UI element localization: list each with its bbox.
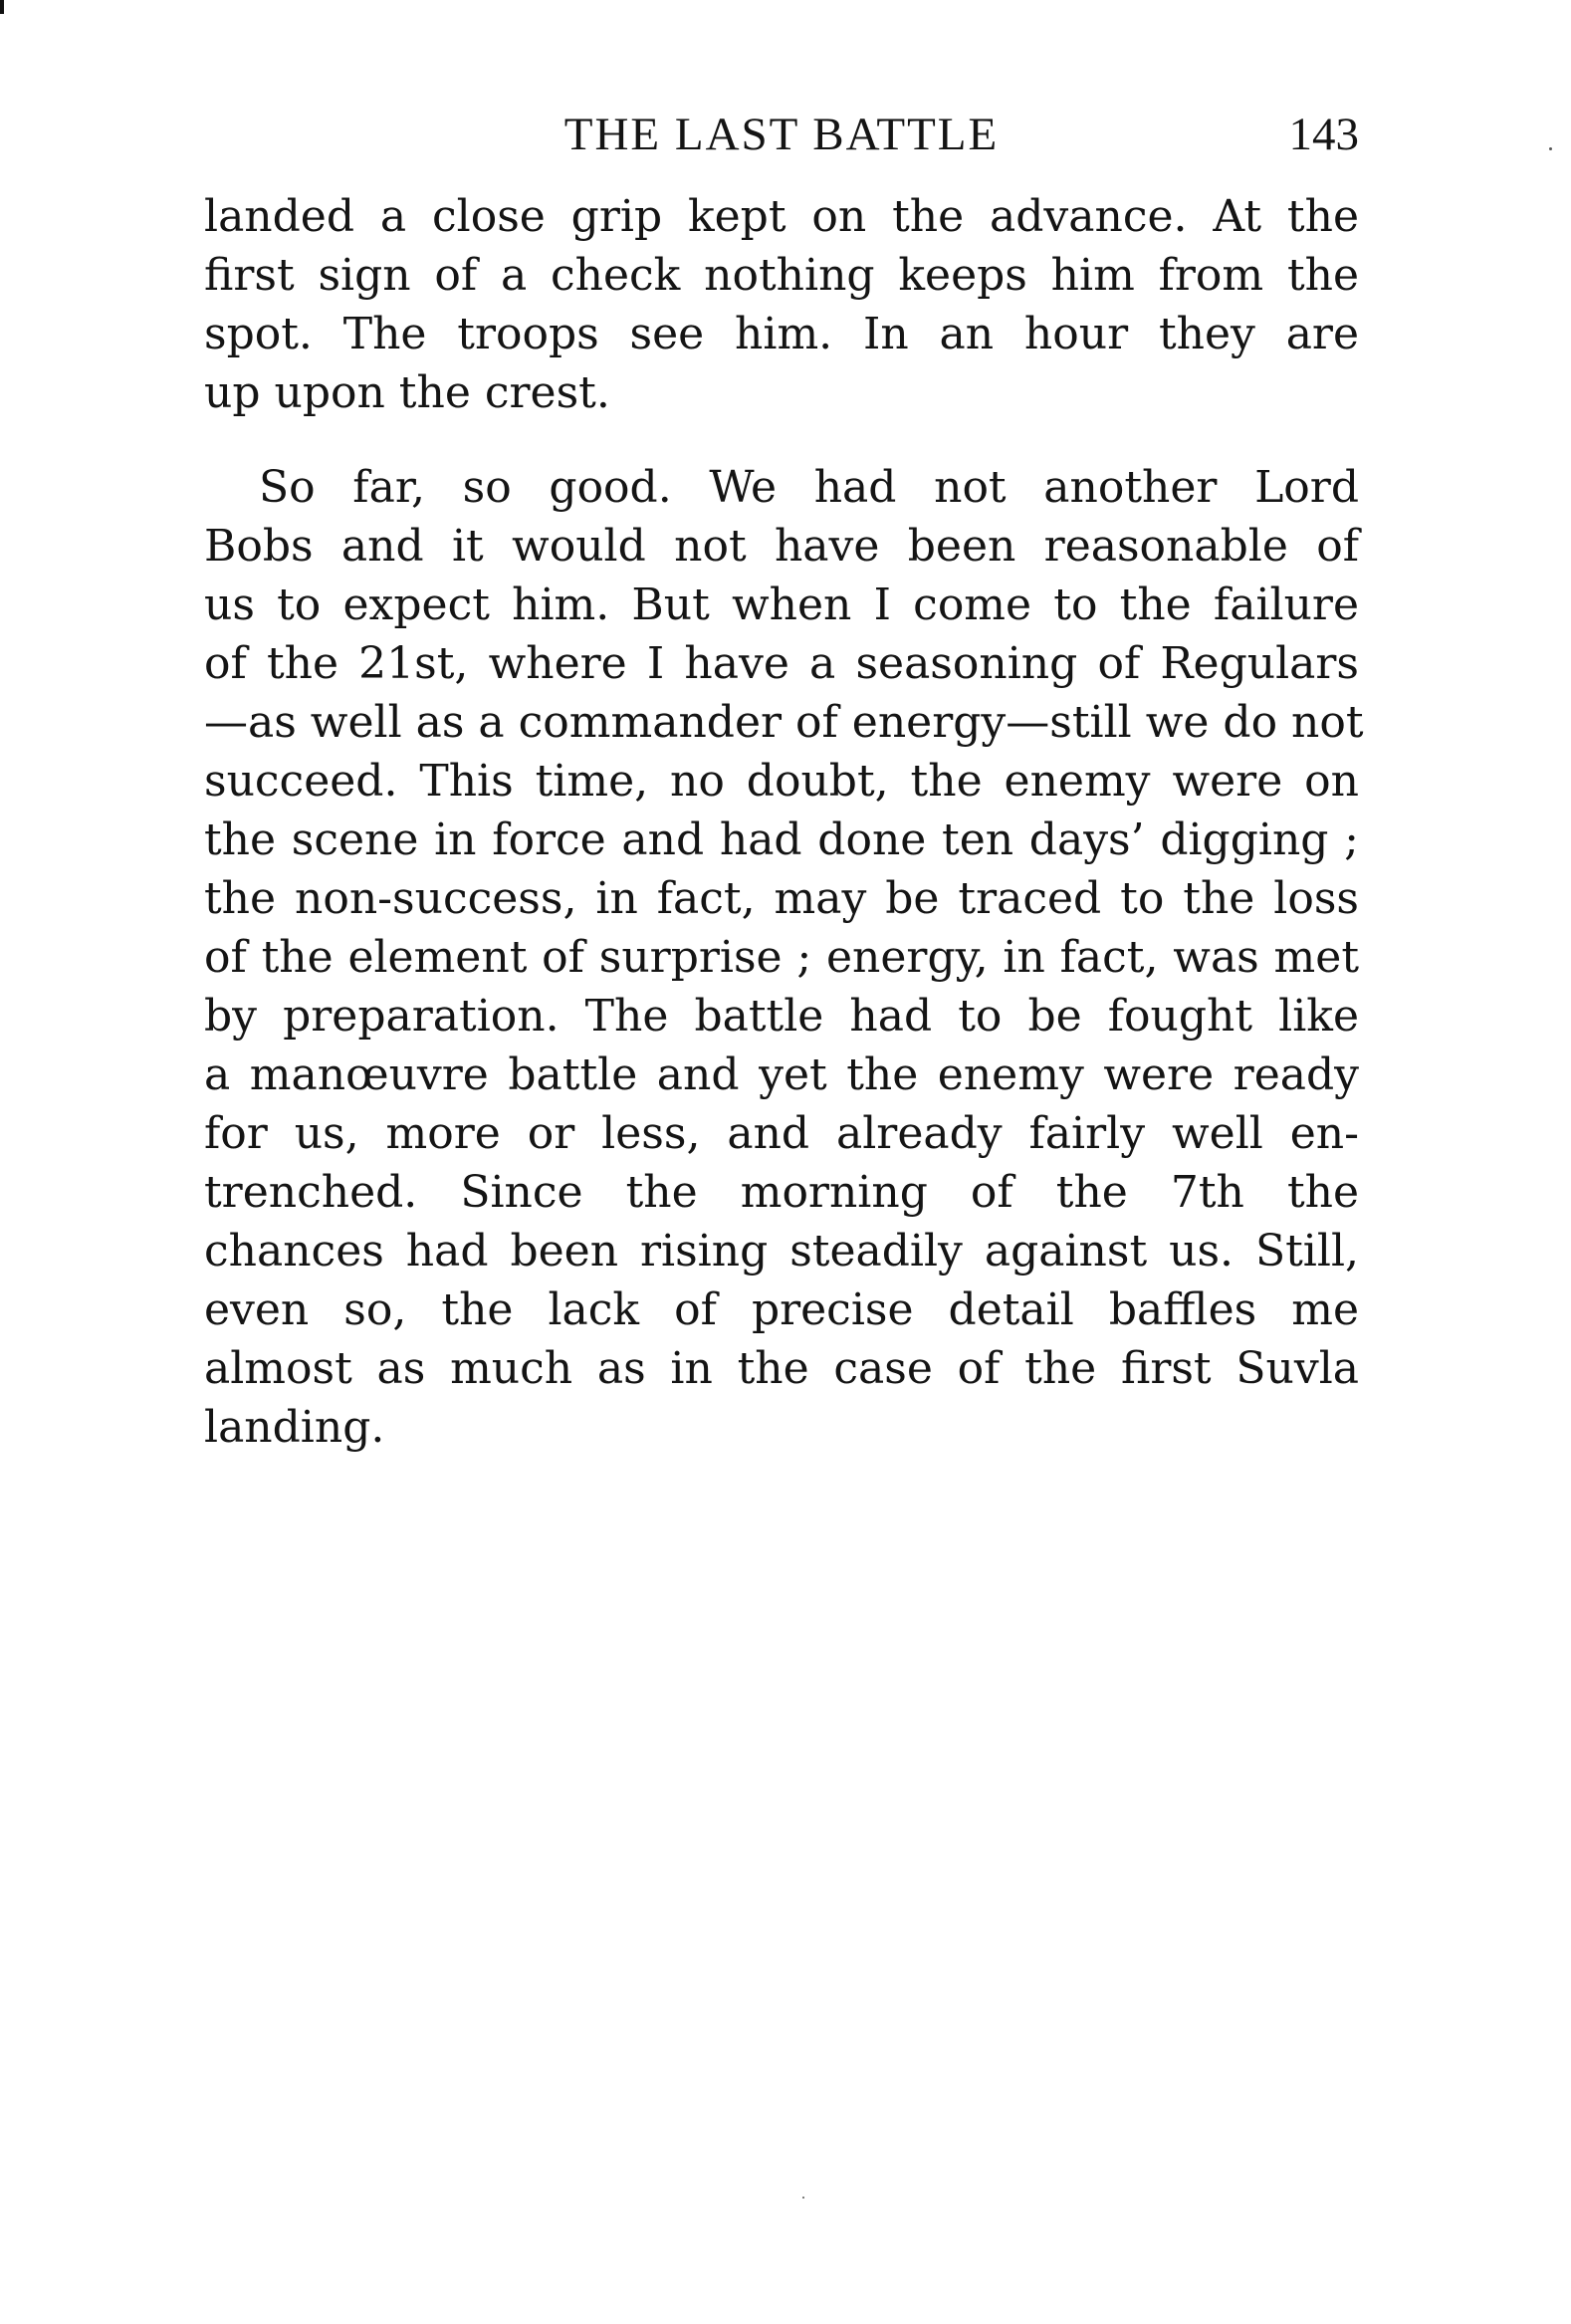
paper-speck (802, 2197, 804, 2199)
text-line: by preparation. The battle had to be fought like (204, 991, 1359, 1042)
text-line: the scene in force and had done ten days’ digging ; (204, 814, 1359, 865)
paper-speck (1549, 147, 1552, 150)
text-line: spot. The troops see him. In an hour they are (204, 309, 1359, 359)
paragraph-spacer (204, 422, 1359, 458)
text-line: of the element of surprise ; energy, in fact, was met (204, 932, 1359, 983)
running-title: THE LAST BATTLE (563, 109, 1000, 160)
text-line: —as well as a commander of energy—still we do not (204, 697, 1364, 748)
text-line: chances had been rising steadily against us. Still, (204, 1226, 1359, 1277)
body-text (204, 187, 1364, 1457)
text-line: trenched. Since the morning of the 7th the (204, 1167, 1359, 1218)
text-line: succeed. This time, no doubt, the enemy were on (204, 756, 1359, 807)
text-line: So far, so good. We had not another Lord (259, 462, 1359, 513)
text-line: Bobs and it would not have been reasonable of (204, 521, 1359, 572)
text-line: even so, the lack of precise detail baffles me (204, 1284, 1359, 1335)
text-line: a manœuvre battle and yet the enemy were ready (204, 1049, 1359, 1100)
text-line: landed a close grip kept on the advance. At the (204, 191, 1359, 242)
paragraph-1 (204, 187, 1359, 422)
text-line: us to expect him. But when I come to the failure (204, 580, 1359, 630)
scan-edge-mark (0, 0, 4, 14)
text-line: of the 21st, where I have a seasoning of Regulars (204, 638, 1359, 689)
paragraph-2 (204, 458, 1364, 1457)
text-line: first sign of a check nothing keeps him from the (204, 250, 1359, 301)
page-header (204, 105, 1359, 164)
page-number: 143 (1288, 109, 1359, 160)
text-line: almost as much as in the case of the first Suvla (204, 1343, 1359, 1394)
text-line: up upon the crest. (204, 367, 610, 418)
text-line: for us, more or less, and already fairly well en- (204, 1108, 1359, 1159)
text-line: landing. (204, 1402, 385, 1453)
text-line: the non-success, in fact, may be traced to the loss (204, 873, 1359, 924)
